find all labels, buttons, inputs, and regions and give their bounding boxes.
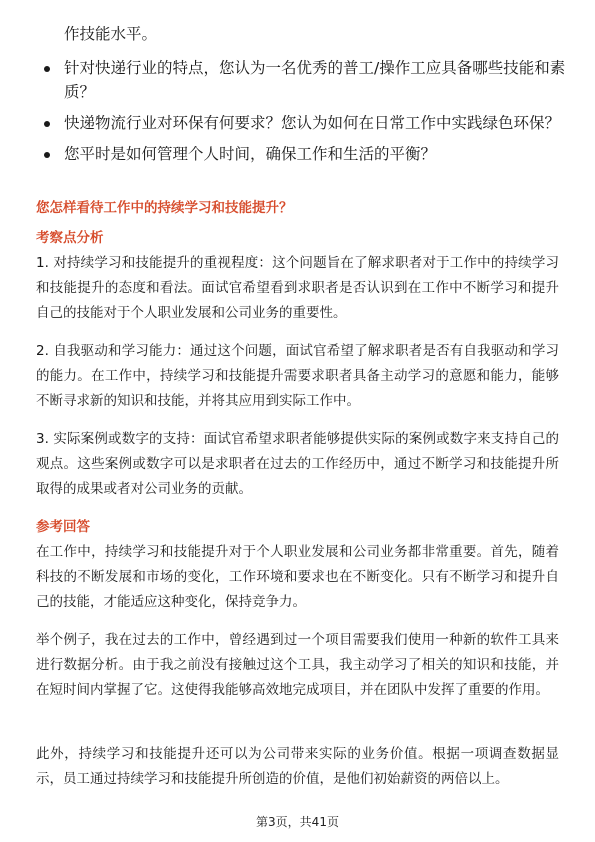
answer-paragraph: 在工作中，持续学习和技能提升对于个人职业发展和公司业务都非常重要。首先，随着科技的不断发展和市场的变化，工作环境和要求也在不断变化。只有不断学习和提升自己的技能，才能适应这种变化，保持竞争力。 xyxy=(36,544,559,611)
list-item xyxy=(36,111,566,135)
analysis-point: 1. 对持续学习和技能提升的重视程度：这个问题旨在了解求职者对于工作中的持续学习和技能提升的态度和看法。面试官希望看到求职者是否认识到在工作中不断学习和提升自己的技能对于个人职业发展和公司业务的重要性。 xyxy=(36,255,559,322)
bullet-icon xyxy=(44,121,50,127)
list-item-text: 快递物流行业对环保有何要求？您认为如何在日常工作中实践绿色环保？ xyxy=(64,114,561,132)
list-item-text: 您平时是如何管理个人时间，确保工作和生活的平衡？ xyxy=(64,145,437,163)
page-number: 第3页，共41页 xyxy=(256,815,339,829)
answer-heading: 参考回答 xyxy=(36,519,90,535)
list-item xyxy=(36,56,566,104)
question-list xyxy=(36,56,566,173)
list-item-text: 针对快递行业的特点，您认为一名优秀的普工/操作工应具备哪些技能和素质？ xyxy=(64,59,566,101)
bullet-icon xyxy=(44,152,50,158)
bullet-icon xyxy=(44,66,50,72)
analysis-heading: 考察点分析 xyxy=(36,230,104,246)
analysis-point: 3. 实际案例或数字的支持：面试官希望求职者能够提供实际的案例或数字来支持自己的观点。这些案例或数字可以是求职者在过去的工作经历中，通过不断学习和技能提升所取得的成果或者对公司业务的贡献。 xyxy=(36,431,559,498)
answer-paragraph: 此外，持续学习和技能提升还可以为公司带来实际的业务价值。根据一项调查数据显示，员工通过持续学习和技能提升所创造的价值，是他们初始薪资的两倍以上。 xyxy=(36,746,559,788)
list-item xyxy=(36,142,566,166)
answer-paragraph: 举个例子，我在过去的工作中，曾经遇到过一个项目需要我们使用一种新的软件工具来进行数据分析。由于我之前没有接触过这个工具，我主动学习了相关的知识和技能，并在短时间内掌握了它。这使得我能够高效地完成项目，并在团队中发挥了重要的作用。 xyxy=(36,632,559,699)
continued-text: 作技能水平。 xyxy=(64,25,158,43)
question-title: 您怎样看待工作中的持续学习和技能提升？ xyxy=(36,200,293,216)
analysis-point: 2. 自我驱动和学习能力：通过这个问题，面试官希望了解求职者是否有自我驱动和学习的能力。在工作中，持续学习和技能提升需要求职者具备主动学习的意愿和能力，能够不断寻求新的知识和技能，并将其应用到实际工作中。 xyxy=(36,343,559,410)
